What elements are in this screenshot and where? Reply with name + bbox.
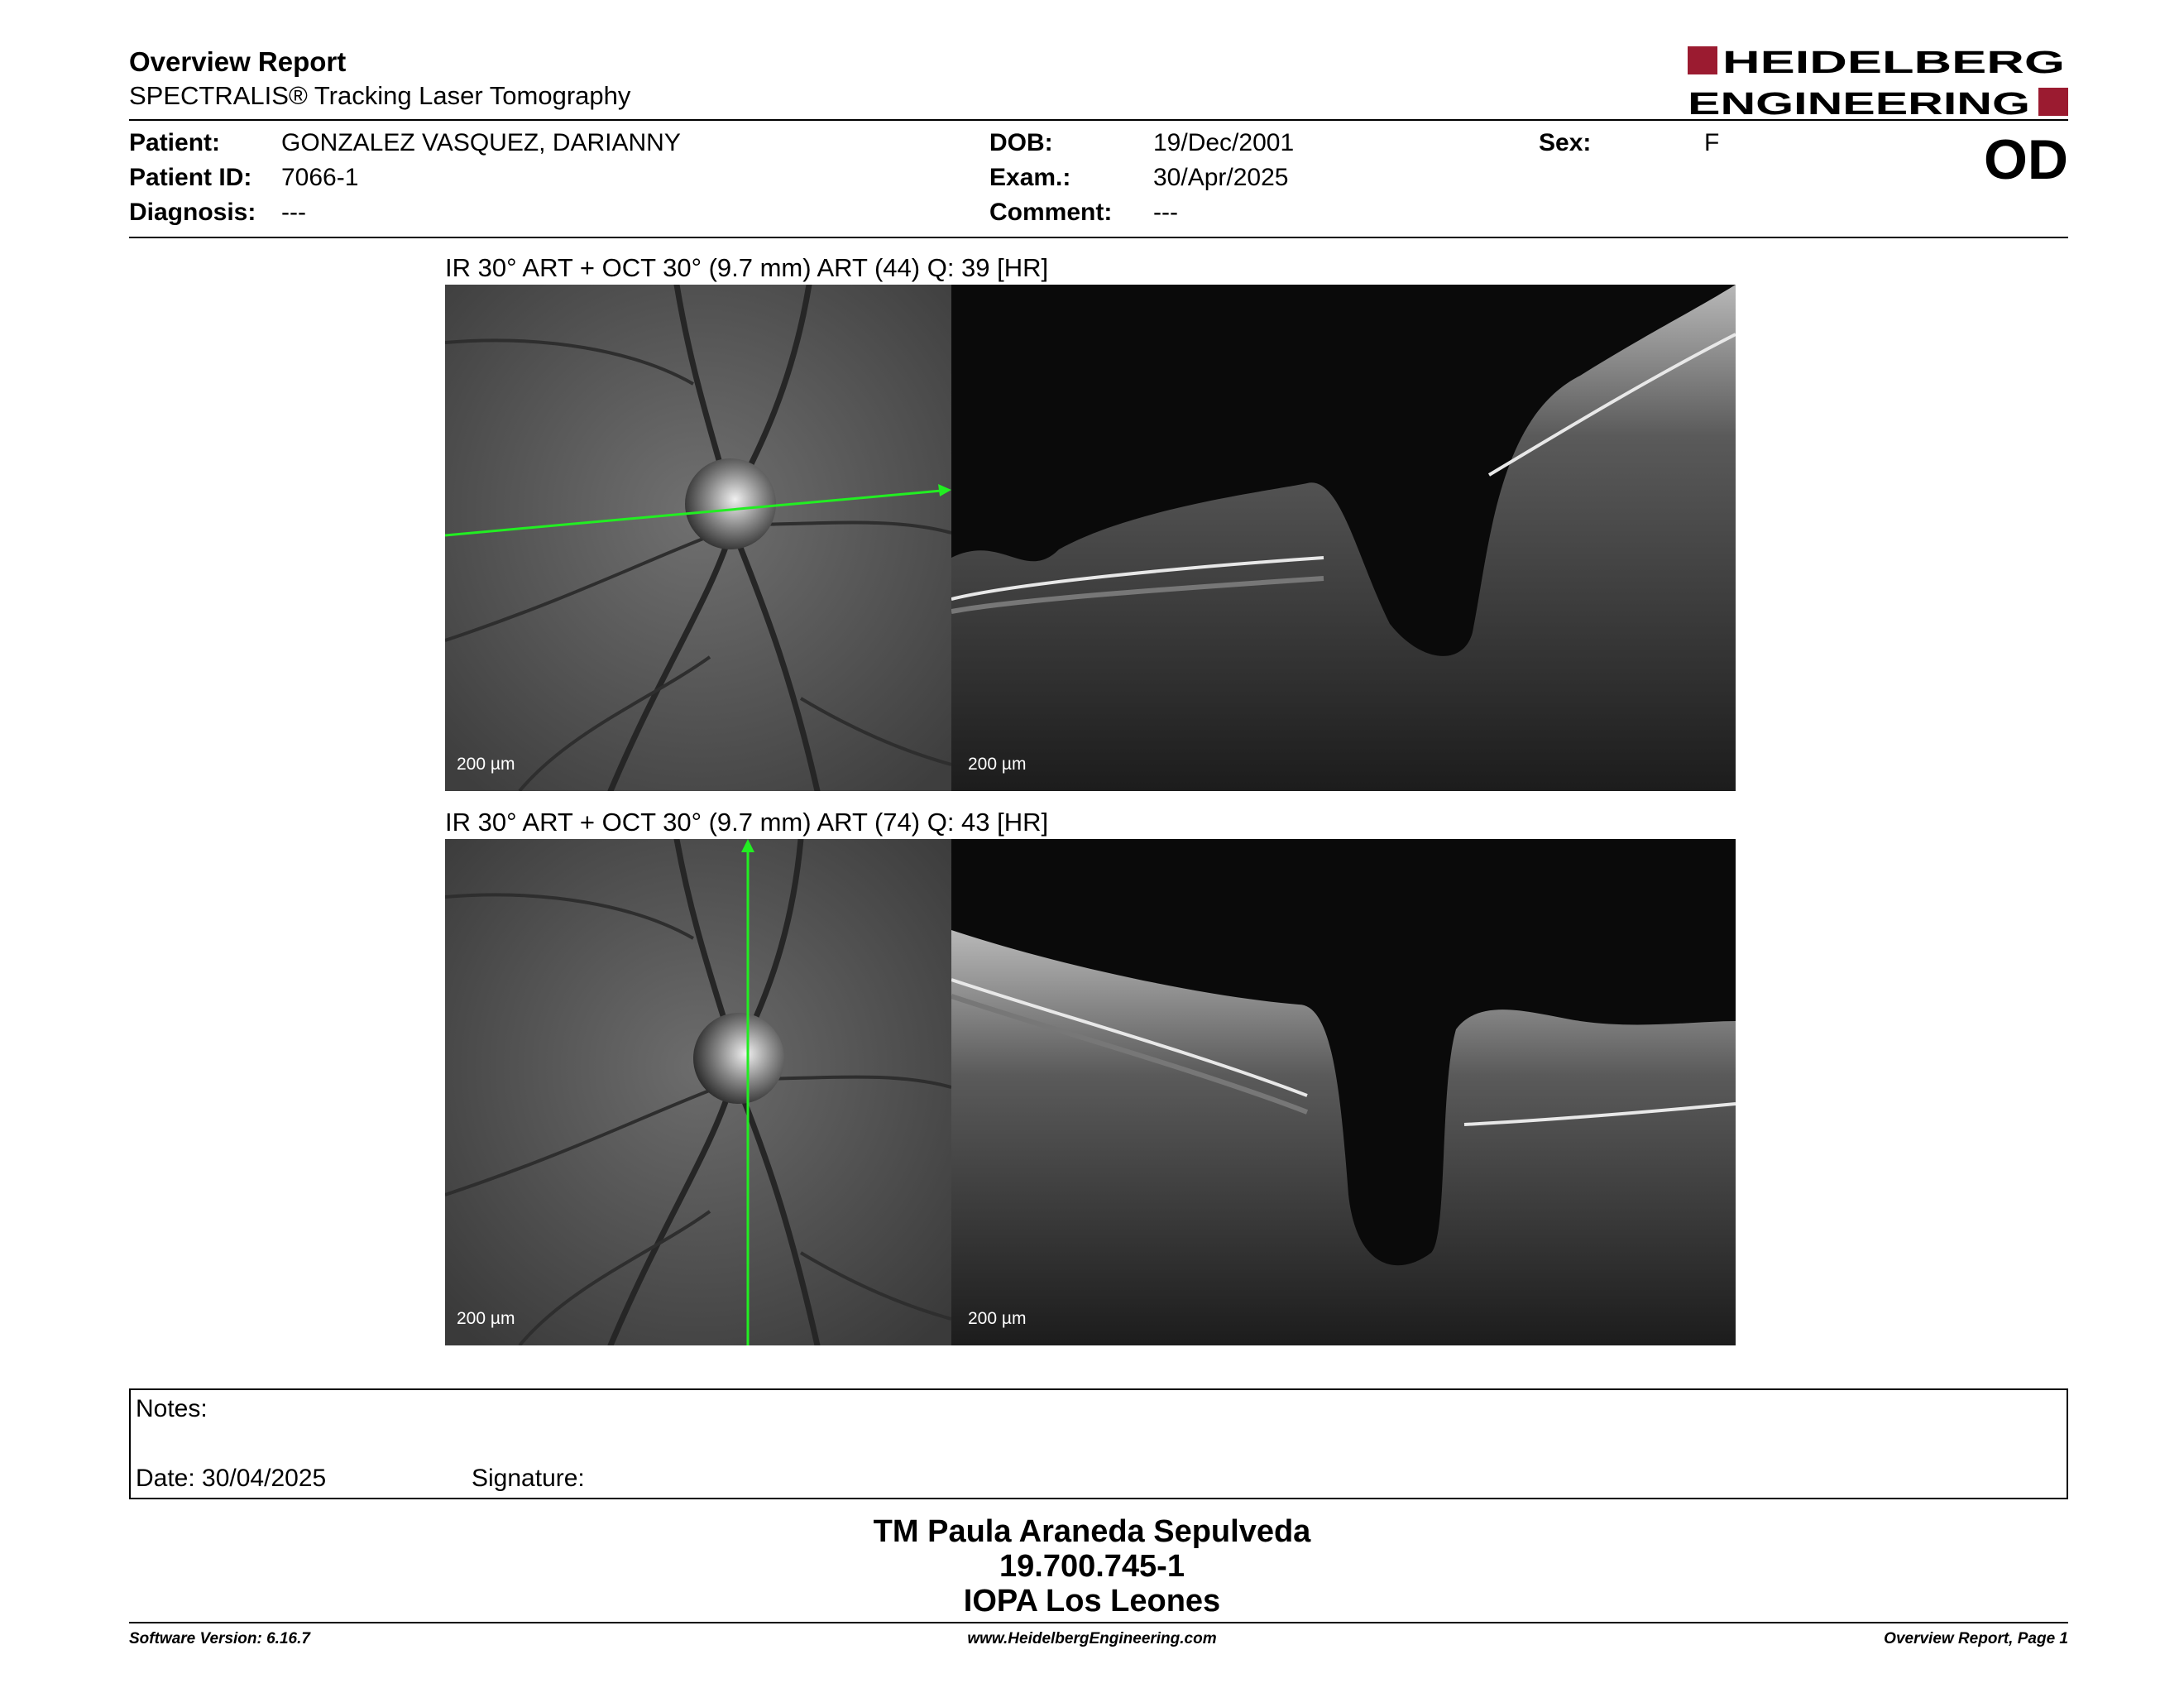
signature-label: Signature:: [472, 1465, 585, 1492]
operator-name: TM Paula Araneda Sepulveda: [873, 1514, 1311, 1549]
exam-label: Exam.:: [989, 164, 1071, 191]
comment-value: ---: [1153, 199, 1178, 226]
scan2-ir-fundus-image: [445, 839, 951, 1345]
sex-label: Sex:: [1539, 129, 1592, 156]
scan2-ir-scale-label: 200 µm: [457, 1309, 515, 1328]
diagnosis-label: Diagnosis:: [129, 199, 256, 226]
patient-id: 7066-1: [281, 164, 359, 191]
scan1-oct-scale-label: 200 µm: [968, 755, 1027, 774]
scan1-ir-fundus-image: [445, 285, 951, 791]
footer-software-version: Software Version: 6.16.7: [129, 1630, 310, 1647]
heidelberg-logo: [1688, 45, 2068, 119]
report-subtitle: SPECTRALIS® Tracking Laser Tomography: [129, 81, 631, 110]
operator-rut: 19.700.745-1: [999, 1549, 1185, 1584]
logo-line1: HEIDELBERG: [1722, 46, 2065, 80]
exam-value: 30/Apr/2025: [1153, 164, 1289, 191]
sex-value: F: [1704, 129, 1720, 156]
patient-label: Patient:: [129, 129, 221, 156]
scan1-ir-scale-label: 200 µm: [457, 755, 515, 774]
footer-rule: [129, 1622, 2068, 1623]
scan1-caption: IR 30° ART + OCT 30° (9.7 mm) ART (44) Q: 39 [HR]: [445, 253, 1049, 282]
date-label: Date: 30/04/2025: [136, 1465, 327, 1492]
comment-label: Comment:: [989, 199, 1113, 226]
scan1-oct-bscan-image: [951, 285, 1736, 791]
logo-line2: ENGINEERING: [1688, 87, 2030, 119]
patient-rule: [129, 237, 2068, 238]
eye-indicator: OD: [1984, 128, 2068, 191]
scan2-caption: IR 30° ART + OCT 30° (9.7 mm) ART (74) Q: 43 [HR]: [445, 808, 1049, 837]
footer-page-number: Overview Report, Page 1: [1884, 1630, 2068, 1647]
diagnosis-value: ---: [281, 199, 306, 226]
header-rule: [129, 119, 2068, 121]
footer-website-link[interactable]: www.HeidelbergEngineering.com: [967, 1630, 1217, 1647]
scan2-oct-bscan-image: [951, 839, 1736, 1345]
dob-label: DOB:: [989, 129, 1053, 156]
patient-name: GONZALEZ VASQUEZ, DARIANNY: [281, 129, 681, 156]
notes-label: Notes:: [136, 1395, 208, 1422]
notes-box: [129, 1388, 2068, 1499]
operator-institution: IOPA Los Leones: [963, 1584, 1221, 1618]
dob-value: 19/Dec/2001: [1153, 129, 1295, 156]
scan2-oct-scale-label: 200 µm: [968, 1309, 1027, 1328]
patient-id-label: Patient ID:: [129, 164, 252, 191]
report-title: Overview Report: [129, 46, 347, 77]
